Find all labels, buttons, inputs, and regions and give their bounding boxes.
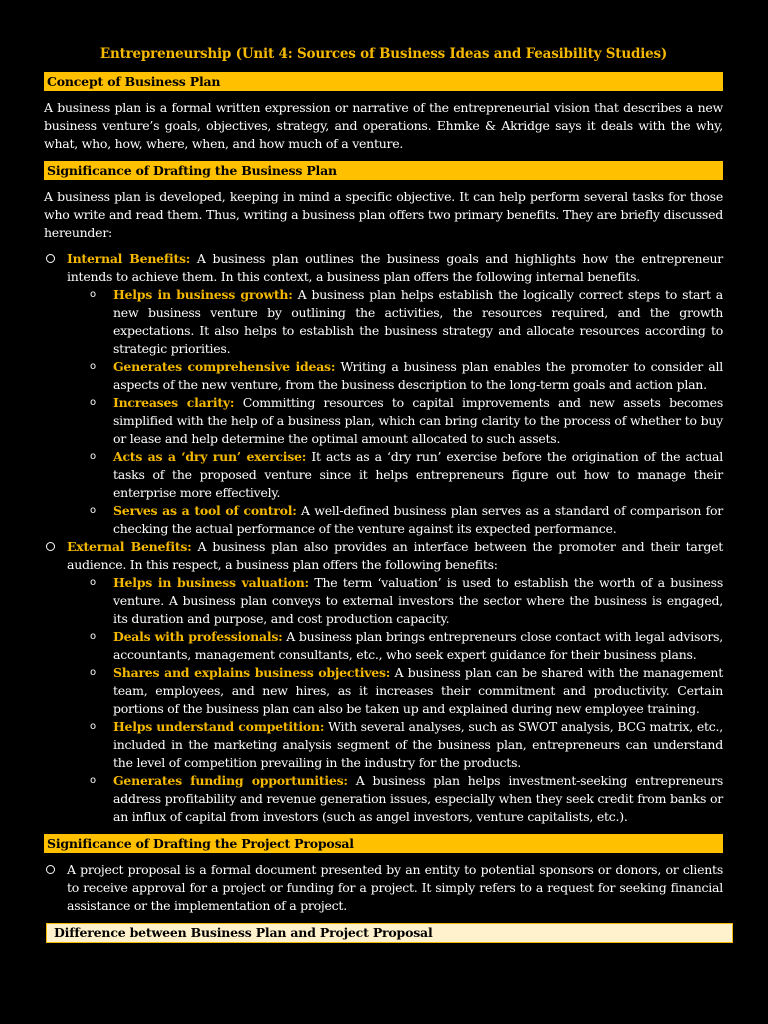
benefit-label: Helps in business valuation: [113,575,309,590]
project-proposal-item [44,861,723,915]
benefits-list [44,250,723,826]
document-page [44,44,723,943]
benefit-label: Helps in business growth: [113,287,293,302]
project-proposal-list [44,861,723,915]
hollow-circle-bullet-icon [46,865,55,874]
small-circle-bullet-icon: o [90,397,96,408]
benefit-label: Generates comprehensive ideas: [113,359,336,374]
benefit-label: Helps understand competition: [113,719,325,734]
benefit-text: A well-defined business plan serves as a standard of comparison for checking the actual performance of the venture against its expected performance. [113,503,724,536]
section-heading-difference: Difference between Business Plan and Project Proposal [46,923,733,943]
internal-benefits-label: Internal Benefits: [67,251,191,266]
list-item [67,502,723,538]
project-proposal-text: A project proposal is a formal document presented by an entity to potential sponsors or donors, or clients to receive approval for a project or funding for a project. It simply refers to a request for seeking financial assistance or the implementation of a project. [67,862,723,913]
list-item [67,718,723,772]
small-circle-bullet-icon: o [90,775,96,786]
benefit-text: With several analyses, such as SWOT analysis, BCG matrix, etc., included in the marketing analysis segment of the business plan, entrepreneurs can understand the level of competition prevailing in the industry for the products. [113,719,724,770]
internal-benefits-sublist [67,286,723,538]
internal-benefits-text: A business plan outlines the business goals and highlights how the entrepreneur intends to achieve them. In this context, a business plan offers the following internal benefits. [67,251,723,284]
section-heading-concept: Concept of Business Plan [44,72,723,91]
benefit-label: Deals with professionals: [113,629,283,644]
benefit-text: The term ‘valuation’ is used to establish the worth of a business venture. A business plan conveys to external investors the sector where the business is engaged, its duration and purpose, and cost production capacity. [113,575,723,626]
benefit-label: Serves as a tool of control: [113,503,297,518]
internal-benefits-item [44,250,723,538]
list-item [67,664,723,718]
small-circle-bullet-icon: o [90,721,96,732]
small-circle-bullet-icon: o [90,361,96,372]
benefit-text: A business plan helps establish the logically correct steps to start a new business venture by outlining the activities, the resources required, and the growth expectations. It also helps to establish the business strategy and allocate resources according to strategic priorities. [113,287,723,356]
list-item [67,358,723,394]
list-item [67,394,723,448]
section-heading-project-proposal: Significance of Drafting the Project Proposal [44,834,723,853]
benefit-label: Generates funding opportunities: [113,773,348,788]
external-benefits-label: External Benefits: [67,539,192,554]
list-item [67,448,723,502]
benefit-text: Writing a business plan enables the promoter to consider all aspects of the new venture, from the business description to the long-term goals and action plan. [113,359,723,392]
small-circle-bullet-icon: o [90,667,96,678]
benefit-text: Committing resources to capital improvements and new assets becomes simplified with the help of a business plan, which can bring clarity to the process of whether to buy or lease and help determine the optimal amount allocated to such assets. [113,395,723,446]
hollow-circle-bullet-icon [46,254,55,263]
small-circle-bullet-icon: o [90,505,96,516]
benefit-text: A business plan helps investment-seeking entrepreneurs address profitability and revenue generation issues, especially when they seek credit from banks or an influx of capital from investors (such as angel investors, venture capitalists, etc.). [113,773,723,824]
benefit-label: Increases clarity: [113,395,235,410]
external-benefits-text: A business plan also provides an interface between the promoter and their target audience. In this respect, a business plan offers the following benefits: [67,539,723,572]
list-item [67,574,723,628]
section-heading-significance-business-plan: Significance of Drafting the Business Plan [44,161,723,180]
external-benefits-sublist [67,574,723,826]
list-item [67,286,723,358]
benefit-text: It acts as a ‘dry run’ exercise before the origination of the actual tasks of the proposed venture since it helps entrepreneurs figure out how to manage their enterprise more effectively. [113,449,723,500]
concept-paragraph: A business plan is a formal written expression or narrative of the entrepreneurial vision that describes a new business venture’s goals, objectives, strategy, and operations. Ehmke & Akridge says it deals with the why, what, who, how, where, when, and how much of a venture. [44,100,723,151]
benefit-text: A business plan can be shared with the management team, employees, and new hires, as it increases their commitment and productivity. Certain portions of the business plan can also be taken up and explained during new employee training. [113,665,723,716]
small-circle-bullet-icon: o [90,631,96,642]
benefit-label: Shares and explains business objectives: [113,665,391,680]
small-circle-bullet-icon: o [90,577,96,588]
list-item [67,772,723,826]
benefit-text: A business plan brings entrepreneurs close contact with legal advisors, accountants, management consultants, etc., who seek expert guidance for their business plans. [113,629,723,662]
external-benefits-item [44,538,723,826]
significance-paragraph: A business plan is developed, keeping in mind a specific objective. It can help perform several tasks for those who write and read them. Thus, writing a business plan offers two primary benefits. They are briefly discussed hereunder: [44,189,723,240]
document-title: Entrepreneurship (Unit 4: Sources of Business Ideas and Feasibility Studies) [99,46,668,62]
list-item [67,628,723,664]
small-circle-bullet-icon: o [90,451,96,462]
benefit-label: Acts as a ‘dry run’ exercise: [113,449,307,464]
hollow-circle-bullet-icon [46,542,55,551]
small-circle-bullet-icon: o [90,289,96,300]
